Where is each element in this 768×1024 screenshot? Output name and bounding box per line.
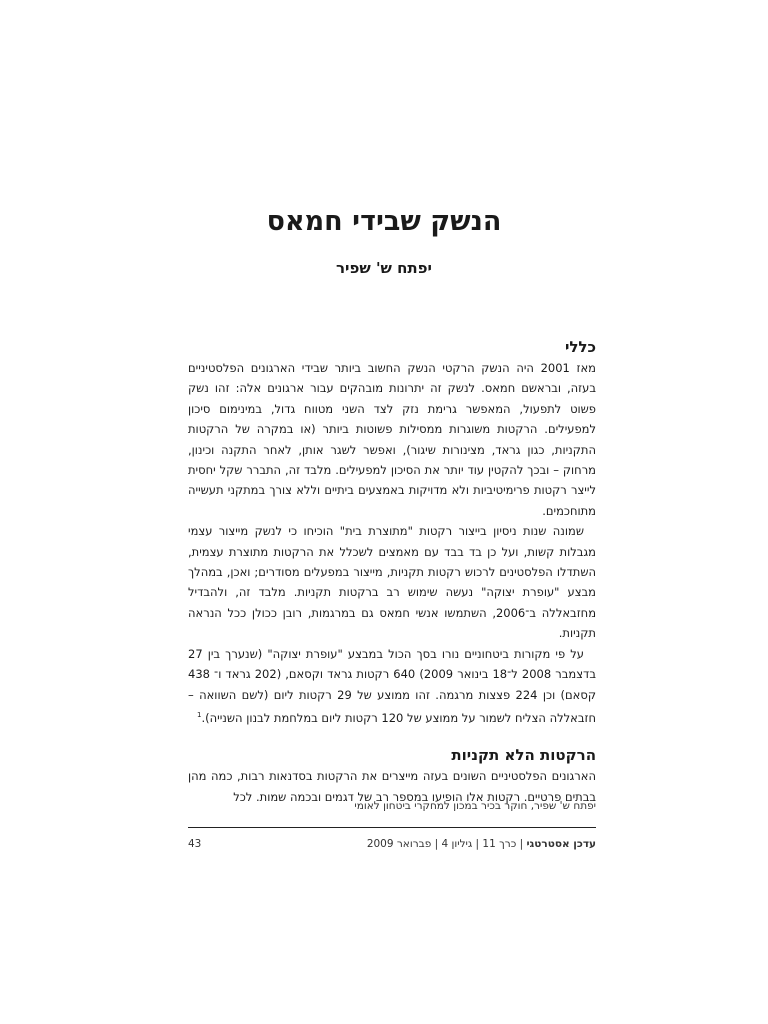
section-heading-general: כללי bbox=[564, 338, 596, 356]
page-number: 43 bbox=[188, 838, 202, 850]
journal-info bbox=[367, 838, 596, 850]
article-body bbox=[188, 336, 596, 807]
article-author: יפתח ש' שפיר bbox=[336, 259, 432, 277]
journal-name: עדכן אסטרטגי bbox=[526, 838, 596, 850]
issue-info: | כרך 11 | גיליון 4 | פברואר 2009 bbox=[366, 838, 527, 850]
footnote-marker: 1 bbox=[197, 710, 202, 719]
section-heading-nonstandard-rockets: הרקטות הלא תקניות bbox=[451, 746, 596, 765]
article-title: הנשק שבידי חמאס bbox=[266, 206, 502, 237]
paragraph: שמונה שנות ניסיון בייצור רקטות "מתוצרת בית" הוכיחו כי לנשק מייצור עצמי מגבלות קשות, ועל כן בד בבד עם מאמצים לשכלל את הרקטות מתוצרת עצמית, השתדלו הפלסטינים לרכוש רקטות תקניות, מייצור במפעלים מסודרים; ואכן, במהלך מבצע "עופרת יצוקה" נעשה שימוש רב ברקטות תקניות. מלבד זה, ולהבדיל מחזבאללה ב־2006, השתמשו אנשי חמאס גם במרגמות, רובן ככולן ככל הנראה תקניות. bbox=[188, 524, 597, 641]
author-note: יפתח ש' שפיר, חוקר בכיר במכון למחקרי ביטחון לאומי bbox=[354, 800, 596, 812]
paragraph: מאז 2001 היה הנשק הרקטי הנשק החשוב ביותר שבידי הארגונים הפלסטיניים בעזה, ובראשם חמאס. לנשק זה יתרונות מובהקים עבור ארגונים אלה: זהו נשק פשוט לתפעול, המאפשר גרימת נזק לצד השני מטווח גדול, במינימום סיכון למפעילים. הרקטות משוגרות ממסילות פשוטות ביותר (או במקרה של הרקטות התקניות, כגון גראד, מצינורות שיגור), ואפשר לשגר אותן, לאחר התקנה וכינון, מרחוק – ובכך להקטין עוד יותר את הסיכון למפעילים. מלבד זה, התברר שקל יחסית לייצר רקטות פרימיטיביות ולא מדויקות באמצעים ביתיים וללא צורך במתקני תעשייה מתוחכמים. bbox=[188, 361, 596, 518]
page-footer bbox=[188, 838, 596, 850]
paragraph: הארגונים הפלסטיניים השונים בעזה מייצרים את הרקטות בסדנאות רבות, כמה מהן בבתים פרטיים. רקטות אלו הופיעו במספר רב של דגמים ובכמה שמות. לכל bbox=[188, 769, 596, 804]
footer-rule bbox=[188, 827, 596, 828]
paragraph: על פי מקורות ביטחוניים נורו בסך הכול במבצע "עופרת יצוקה" (שנערך בין 27 בדצמבר 2008 ל־18 בינואר 2009) 640 רקטות גראד וקסאם, (202 גראד ו־ 438 קסאם) וכן 224 פצצות מרגמה. זהו ממוצע של 29 רקטות ליום (לשם השוואה – חזבאללה הצליח לשמור על ממוצע של 120 רקטות ליום במלחמת לבנון השנייה).$^1$ bbox=[188, 646, 596, 725]
